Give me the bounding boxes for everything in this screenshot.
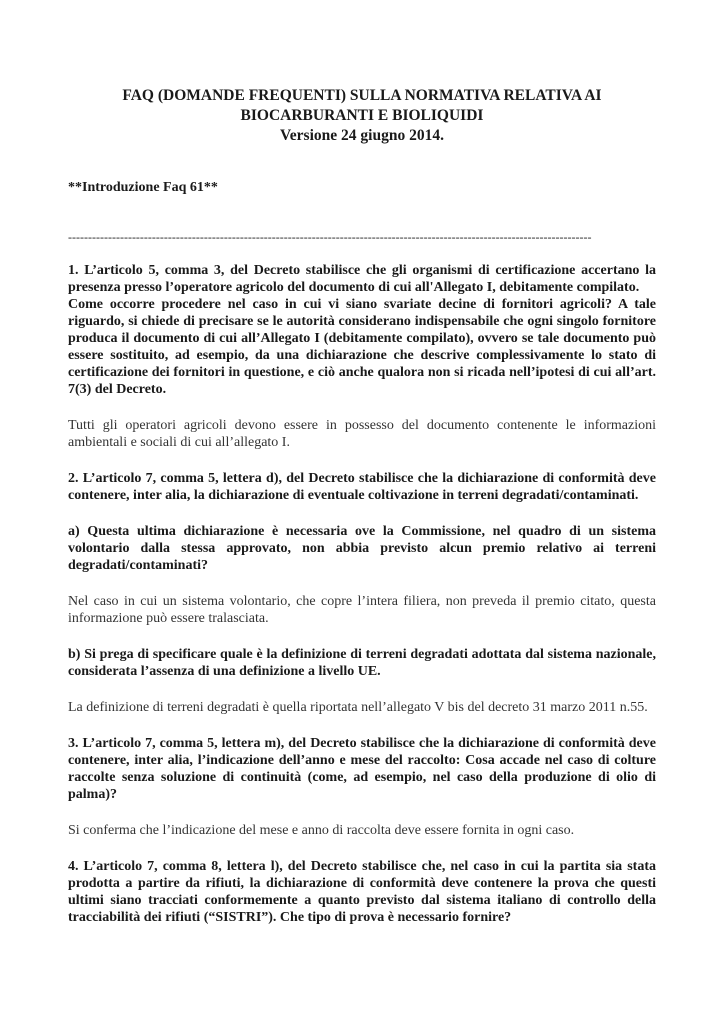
faq-answer-3: Si conferma che l’indicazione del mese e anno di raccolta deve essere fornita in ogni caso. [68,823,575,838]
faq-question-2b: b) Si prega di specificare quale è la definizione di terreni degradati adottata dal sistema nazionale, considerata l’assenza di una definizione a livello UE. [68,647,656,679]
title-version: Versione 24 giugno 2014. [280,127,444,144]
faq-answer-2b: La definizione di terreni degradati è quella riportata nell’allegato V bis del decreto 31 marzo 2011 n.55. [68,700,648,715]
faq-answer-1: Tutti gli operatori agricoli devono essere in possesso del documento contenente le informazioni ambientali e sociali di cui all’allegato I. [68,418,656,450]
faq-body [68,262,656,926]
faq-question-4: 4. L’articolo 7, comma 8, lettera l), del Decreto stabilisce che, nel caso in cui la partita sia stata prodotta a partire da rifiuti, la dichiarazione di conformità deve contenere la prova che questi ultimi siano tracciati conformemente a quanto previsto dal sistema italiano di controllo della tracciabilità dei rifiuti (“SISTRI”). Che tipo di prova è necessario fornire? [68,859,656,925]
faq-question-2: 2. L’articolo 7, comma 5, lettera d), del Decreto stabilisce che la dichiarazione di conformità deve contenere, inter alia, la dichiarazione di eventuale coltivazione in terreni degradati/contaminati. [68,471,656,503]
intro-heading: **Introduzione Faq 61** [68,180,218,195]
title-line-1: FAQ (DOMANDE FREQUENTI) SULLA NORMATIVA RELATIVA AI [122,87,602,104]
faq-question-2a: a) Questa ultima dichiarazione è necessaria ove la Commissione, nel quadro di un sistema volontario dalla stessa approvato, non abbia previsto alcun premio relativo ai terreni degradati/contaminati? [68,524,656,573]
faq-question-3: 3. L’articolo 7, comma 5, lettera m), del Decreto stabilisce che la dichiarazione di conformità deve contenere, inter alia, l’indicazione dell’anno e mese del raccolto: Cosa accade nel caso di colture raccolte senza soluzione di continuità (come, ad esempio, nel caso della produzione di olio di palma)? [68,736,656,802]
faq-answer-2a: Nel caso in cui un sistema volontario, che copre l’intera filiera, non preveda il premio citato, questa informazione può essere tralasciata. [68,594,656,626]
title-line-2: BIOCARBURANTI E BIOLIQUIDI [240,107,484,124]
faq-question-1-detail: Come occorre procedere nel caso in cui vi siano svariate decine di fornitori agricoli? A tale riguardo, si chiede di precisare se le autorità considerano indispensabile che ogni singolo fornitore produca il documento di cui all’Allegato I (debitamente compilato), ovvero se tale documento può essere sostituito, ad esempio, da una dichiarazione che descrive complessivamente lo stato di certificazione dei fornitori in questione, e ciò anche qualora non si ricada nell’ipotesi di cui all’art. 7(3) del Decreto. [68,297,656,397]
document-title [60,86,664,146]
separator-line: ----------------------------------------------------------------------------------------------------------------------------------- [68,230,592,244]
faq-question-1: 1. L’articolo 5, comma 3, del Decreto stabilisce che gli organismi di certificazione accertano la presenza presso l’operatore agricolo del documento di cui all'Allegato I, debitamente compilato. [68,263,656,295]
